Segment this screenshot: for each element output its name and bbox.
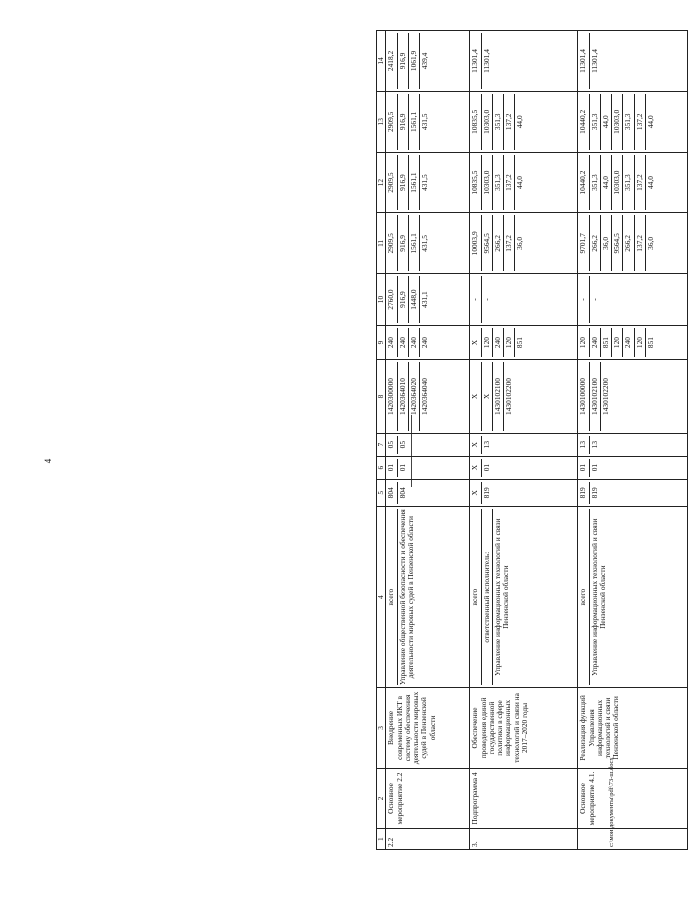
year-2021	[470, 31, 578, 92]
col-num: 12	[377, 152, 386, 213]
vr-cell	[386, 325, 470, 359]
value: 137,2	[503, 94, 513, 150]
value: 36,0	[514, 215, 524, 271]
value: 137,2	[634, 215, 644, 271]
value: 44,0	[514, 155, 524, 211]
rz: 01	[397, 459, 407, 477]
col-num: 5	[377, 479, 386, 507]
row-type: Подпрограмма 4	[470, 768, 578, 829]
year-2019	[386, 152, 470, 213]
vr: 240	[589, 328, 599, 357]
rz-cell	[386, 456, 470, 479]
value: 916,9	[397, 94, 407, 150]
vr: 851	[600, 328, 610, 357]
year-2021	[578, 31, 688, 92]
value: -	[589, 276, 599, 323]
rz: 01	[386, 463, 396, 472]
vr-cell	[578, 325, 688, 359]
col-num: 2	[377, 768, 386, 829]
col-num: 13	[377, 91, 386, 152]
year-2018	[578, 213, 688, 274]
col-num: 10	[377, 274, 386, 326]
value: 137,2	[503, 215, 513, 271]
table-row	[386, 31, 470, 850]
value: 10303,0	[611, 155, 621, 211]
vr: 120	[503, 328, 513, 357]
value: 10835,5	[470, 109, 480, 134]
value: 916,9	[397, 276, 407, 323]
value: 431,5	[419, 94, 429, 150]
value: 431,5	[419, 215, 429, 271]
value: 266,2	[589, 215, 599, 271]
year-2021	[386, 31, 470, 92]
csr: 1430102200	[600, 362, 610, 430]
csr: 1430102100	[492, 362, 502, 430]
grbs-cell	[578, 479, 688, 507]
pr-cell	[578, 433, 688, 456]
x-mark: Х	[470, 339, 480, 346]
csr-cell	[470, 360, 578, 433]
col-num: 6	[377, 456, 386, 479]
value: -	[578, 298, 588, 301]
value: 916,9	[397, 215, 407, 271]
col-num: 7	[377, 433, 386, 456]
x-mark: Х	[470, 441, 480, 448]
csr: 1430102100	[589, 362, 599, 430]
col-num: 1	[377, 829, 386, 850]
value: 10440,2	[578, 109, 588, 134]
value: 439,4	[419, 33, 429, 89]
pr: 05	[397, 436, 407, 454]
csr: 1420364020	[408, 362, 418, 430]
value: 351,3	[492, 94, 502, 150]
pr: 13	[578, 440, 588, 449]
year-2019	[470, 152, 578, 213]
x-mark: Х	[470, 490, 480, 496]
value: 916,9	[397, 33, 407, 89]
page-number: 4	[43, 458, 53, 464]
csr: 1430100000	[578, 378, 588, 415]
year-2019	[578, 152, 688, 213]
csr: 1420364010	[397, 362, 407, 430]
value: 10440,2	[578, 170, 588, 195]
col-num: 9	[377, 325, 386, 359]
vr: 240	[397, 328, 407, 357]
pr: 13	[481, 436, 491, 454]
value: 10003,9	[470, 231, 480, 256]
value: 351,3	[589, 94, 599, 150]
row-number	[578, 829, 688, 850]
value: 351,3	[622, 94, 632, 150]
value: 2909,5	[386, 233, 396, 254]
pr: 05	[386, 440, 396, 449]
year-2020	[578, 91, 688, 152]
grbs: 819	[578, 487, 588, 499]
rz: 01	[589, 459, 599, 477]
rz: 01	[481, 459, 491, 477]
value: 351,3	[589, 155, 599, 211]
year-2017	[578, 274, 688, 326]
row-name: Обеспечение проведения единой государственной политики в сфере информационных технологий и связи на 2017–2020 годы	[470, 688, 578, 768]
value: 1561,1	[408, 215, 418, 271]
year-2018	[470, 213, 578, 274]
grbs: 819	[481, 482, 491, 505]
csr: 1420364040	[419, 362, 429, 430]
executor-total: всего	[578, 588, 588, 606]
csr: 1430102200	[503, 362, 513, 430]
vr: 240	[386, 337, 396, 349]
row-number: 3.	[470, 829, 578, 850]
value: 44,0	[645, 155, 655, 211]
year-2020	[470, 91, 578, 152]
year-2017	[386, 274, 470, 326]
csr-cell	[386, 360, 470, 433]
value: 11301,4	[481, 33, 491, 89]
value: 1561,1	[408, 94, 418, 150]
budget-table	[376, 30, 688, 850]
vr: 120	[481, 328, 491, 357]
row-number: 2.2	[386, 829, 470, 850]
pr: 13	[589, 436, 599, 454]
value: 2909,5	[386, 172, 396, 193]
value: 2760,0	[386, 289, 396, 310]
value: 2909,5	[386, 111, 396, 132]
value: 44,0	[600, 94, 610, 150]
value: 11301,4	[589, 33, 599, 89]
executor-total: всего	[386, 588, 396, 606]
column-numbers-row	[377, 31, 386, 850]
vr: 240	[492, 328, 502, 357]
table-row	[578, 31, 688, 850]
value: 10303,0	[611, 94, 621, 150]
col-num: 11	[377, 213, 386, 274]
grbs: 819	[589, 482, 599, 505]
rz-cell	[578, 456, 688, 479]
vr: 240	[622, 328, 632, 357]
col-num: 4	[377, 507, 386, 688]
value: 44,0	[600, 155, 610, 211]
value: 1448,0	[408, 276, 418, 323]
col-num: 14	[377, 31, 386, 92]
row-name: Внедрение современных ИКТ в систему обеспечения деятельности мировых судей в Пензенской области	[386, 688, 470, 768]
vr: 851	[645, 328, 655, 357]
executor-total: всего	[470, 588, 480, 606]
value: 9564,5	[481, 215, 491, 271]
x-mark: Х	[481, 362, 491, 430]
vr: 120	[634, 328, 644, 357]
value: 351,3	[622, 155, 632, 211]
value: 431,5	[419, 155, 429, 211]
value: 44,0	[645, 94, 655, 150]
pr-cell	[386, 433, 470, 456]
value: -	[470, 298, 480, 301]
grbs: 804	[386, 487, 396, 499]
row-type: Основное мероприятие 2.2	[386, 768, 470, 829]
value: 266,2	[622, 215, 632, 271]
value: 351,3	[492, 155, 502, 211]
value: 11301,4	[578, 49, 588, 73]
value: 1561,1	[408, 155, 418, 211]
year-2020	[386, 91, 470, 152]
row-executor	[470, 507, 578, 688]
vr: 120	[578, 337, 588, 349]
value: 137,2	[634, 94, 644, 150]
value: 9701,7	[578, 233, 588, 254]
x-mark: Х	[470, 464, 480, 471]
value: -	[481, 276, 491, 323]
executor-org: Управление информационных технологий и связи Пензенской области	[492, 509, 511, 685]
value: 1061,9	[408, 33, 418, 89]
value: 137,2	[634, 155, 644, 211]
grbs: 804	[397, 482, 407, 505]
x-mark: Х	[470, 393, 480, 400]
vr: 240	[408, 328, 418, 357]
rz: 01	[578, 463, 588, 472]
value: 266,2	[492, 215, 502, 271]
grbs-cell	[470, 479, 578, 507]
rz-cell	[470, 456, 578, 479]
value: 36,0	[645, 215, 655, 271]
vr: 120	[611, 328, 621, 357]
value: 137,2	[503, 155, 513, 211]
row-executor	[386, 507, 470, 688]
value: 431,1	[419, 276, 429, 323]
footer-path: c:\мои документы\pdf\73-ш.docx	[608, 757, 615, 847]
executor-org: Управление общественной безопасности и обеспечения деятельности мировых судей в Пензенской области	[397, 509, 415, 686]
csr-cell	[578, 360, 688, 433]
table-row	[470, 31, 578, 850]
year-2018	[386, 213, 470, 274]
col-num: 8	[377, 360, 386, 433]
grbs-cell	[386, 479, 470, 507]
pr-cell	[470, 433, 578, 456]
value: 10835,5	[470, 170, 480, 195]
vr-cell	[470, 325, 578, 359]
row-type: Основное мероприятие 4.1.	[578, 768, 688, 829]
rotated-table-wrapper	[376, 30, 686, 850]
value: 44,0	[514, 94, 524, 150]
col-num: 3	[377, 688, 386, 768]
value: 11301,4	[470, 49, 480, 73]
value: 10303,0	[481, 94, 491, 150]
value: 916,9	[397, 155, 407, 211]
row-name: Реализация функций Управления информационных технологий и связи Пензенской области	[578, 688, 688, 768]
executor-org: Управление информационных технологий и связи Пензенской области	[589, 509, 608, 685]
value: 2418,2	[386, 50, 396, 72]
value: 10303,0	[481, 155, 491, 211]
value: 9564,5	[611, 215, 621, 271]
vr: 240	[419, 328, 429, 357]
executor-responsible: ответственный исполнитель:	[481, 509, 491, 685]
value: 36,0	[600, 215, 610, 271]
row-executor	[578, 507, 688, 688]
year-2017	[470, 274, 578, 326]
csr: 1420300000	[386, 378, 396, 415]
vr: 851	[514, 328, 524, 357]
